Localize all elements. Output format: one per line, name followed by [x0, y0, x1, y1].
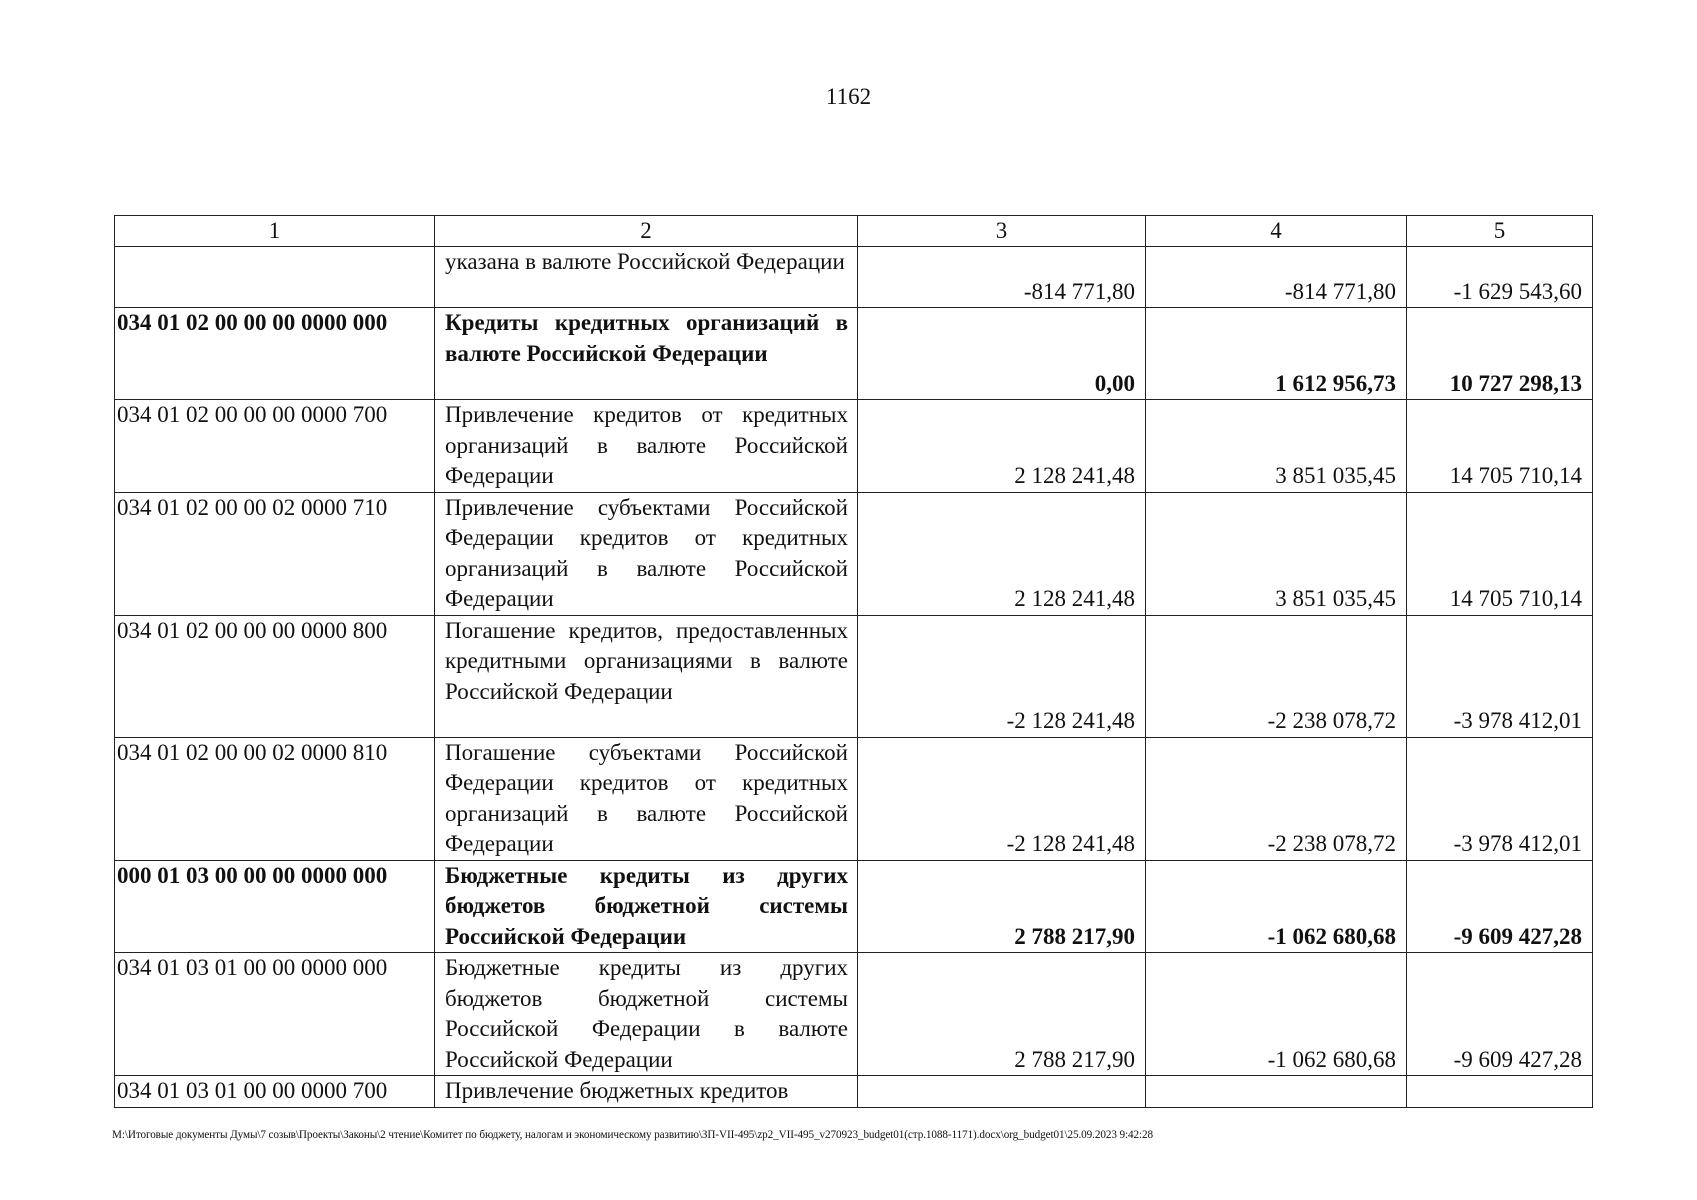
table-row [115, 492, 1593, 615]
value-cell-col3: 2 788 217,90 [858, 860, 1146, 953]
value-cell-col5: -9 609 427,28 [1407, 953, 1593, 1076]
description-cell: Бюджетные кредиты из других бюджетов бюджетной системы Российской Федерации [435, 860, 858, 953]
description-cell: Привлечение субъектами Российской Федерации кредитов от кредитных организаций в валюте Российской Федерации [435, 492, 858, 615]
value-cell-col3: 2 128 241,48 [858, 400, 1146, 493]
value-cell-col5: -3 978 412,01 [1407, 615, 1593, 737]
value-cell-col4: -2 238 078,72 [1146, 737, 1407, 860]
value-cell-col4: 3 851 035,45 [1146, 400, 1407, 493]
value-cell-col3: 2 788 217,90 [858, 953, 1146, 1076]
budget-code-cell: 034 01 02 00 00 00 0000 000 [115, 308, 435, 400]
budget-code-cell: 034 01 02 00 00 00 0000 700 [115, 400, 435, 493]
value-cell-col3 [858, 1076, 1146, 1108]
table-row [115, 247, 1593, 308]
description-cell: Привлечение кредитов от кредитных организаций в валюте Российской Федерации [435, 400, 858, 493]
value-cell-col3: -2 128 241,48 [858, 737, 1146, 860]
value-cell-col3: 2 128 241,48 [858, 492, 1146, 615]
column-header-3: 3 [858, 216, 1146, 247]
description-cell: Привлечение бюджетных кредитов [435, 1076, 858, 1108]
value-cell-col4: 3 851 035,45 [1146, 492, 1407, 615]
table-row [115, 737, 1593, 860]
value-cell-col3: -2 128 241,48 [858, 615, 1146, 737]
budget-table [114, 215, 1593, 1108]
value-cell-col5: -9 609 427,28 [1407, 860, 1593, 953]
value-cell-col4: -1 062 680,68 [1146, 860, 1407, 953]
description-cell: Бюджетные кредиты из других бюджетов бюджетной системы Российской Федерации в валюте Российской Федерации [435, 953, 858, 1076]
budget-code-cell: 034 01 02 00 00 00 0000 800 [115, 615, 435, 737]
table-row [115, 400, 1593, 493]
value-cell-col4 [1146, 1076, 1407, 1108]
table-row [115, 615, 1593, 737]
budget-code-cell: 034 01 03 01 00 00 0000 700 [115, 1076, 435, 1108]
budget-code-cell: 034 01 03 01 00 00 0000 000 [115, 953, 435, 1076]
value-cell-col4: -1 062 680,68 [1146, 953, 1407, 1076]
budget-code-cell: 000 01 03 00 00 00 0000 000 [115, 860, 435, 953]
value-cell-col3: 0,00 [858, 308, 1146, 400]
column-header-4: 4 [1146, 216, 1407, 247]
value-cell-col3: -814 771,80 [858, 247, 1146, 308]
table-row [115, 953, 1593, 1076]
column-header-5: 5 [1407, 216, 1593, 247]
budget-code-cell [115, 247, 435, 308]
value-cell-col5: -1 629 543,60 [1407, 247, 1593, 308]
description-cell: Погашение субъектами Российской Федерации кредитов от кредитных организаций в валюте Российской Федерации [435, 737, 858, 860]
table-header-row [115, 216, 1593, 247]
column-header-2: 2 [435, 216, 858, 247]
value-cell-col5: -3 978 412,01 [1407, 737, 1593, 860]
table-row [115, 308, 1593, 400]
value-cell-col5: 10 727 298,13 [1407, 308, 1593, 400]
description-cell: Кредиты кредитных организаций в валюте Российской Федерации [435, 308, 858, 400]
footer-file-path: M:\Итоговые документы Думы\7 созыв\Проекты\Законы\2 чтение\Комитет по бюджету, налогам и экономическому развитию\ЗП-VII-495\zp2_VII-495_v270923_budget01(стр.1088-1171).docx\org_budget01\25.09.2023 9:42:28 [112, 1129, 1153, 1141]
page-number: 1162 [825, 84, 872, 109]
budget-code-cell: 034 01 02 00 00 02 0000 710 [115, 492, 435, 615]
value-cell-col4: -2 238 078,72 [1146, 615, 1407, 737]
value-cell-col4: 1 612 956,73 [1146, 308, 1407, 400]
table-row [115, 860, 1593, 953]
value-cell-col5: 14 705 710,14 [1407, 400, 1593, 493]
table-row [115, 1076, 1593, 1108]
value-cell-col5: 14 705 710,14 [1407, 492, 1593, 615]
description-cell: Погашение кредитов, предоставленных кредитными организациями в валюте Российской Федерации [435, 615, 858, 737]
column-header-1: 1 [115, 216, 435, 247]
value-cell-col4: -814 771,80 [1146, 247, 1407, 308]
value-cell-col5 [1407, 1076, 1593, 1108]
description-cell: указана в валюте Российской Федерации [435, 247, 858, 308]
budget-code-cell: 034 01 02 00 00 02 0000 810 [115, 737, 435, 860]
